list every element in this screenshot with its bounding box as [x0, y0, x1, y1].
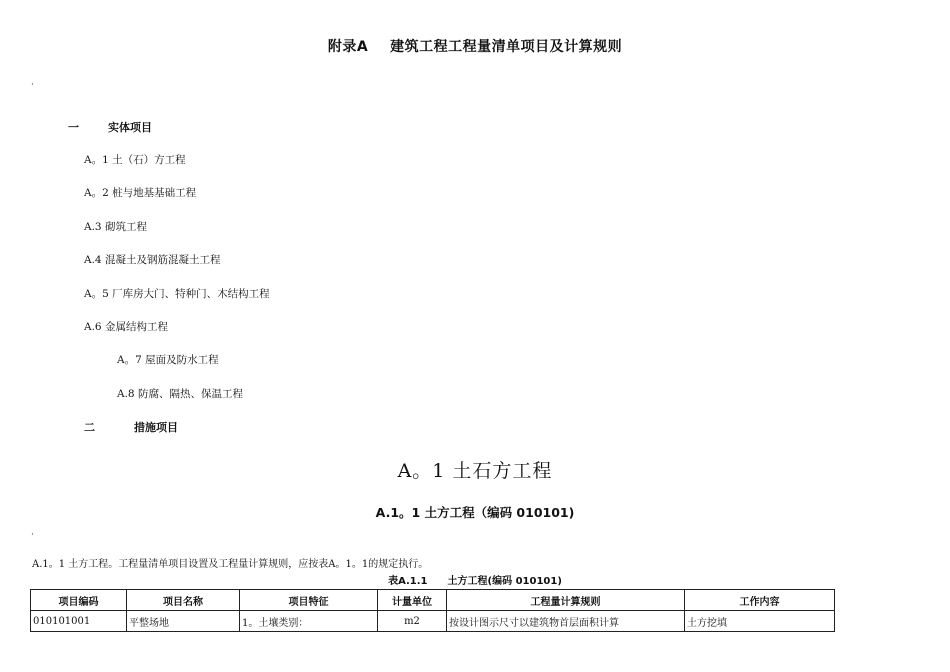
subsection-title: A.1。1 土方工程（编码 010101): [375, 505, 575, 520]
dot-mark: ·: [31, 80, 34, 90]
item-a7: A。7 屋面及防水工程: [117, 354, 219, 366]
section-2-number: 二: [84, 421, 95, 434]
quantity-table: [30, 589, 835, 632]
table-row: [31, 611, 835, 632]
document-title: [0, 36, 950, 56]
section-1-number: 一: [68, 121, 79, 134]
table-caption-title: 土方工程(编码 010101): [447, 576, 562, 587]
table-caption-number: 表A.1.1: [388, 576, 428, 587]
chapter-title: A。1 土石方工程: [397, 460, 553, 482]
item-a3: A.3 砌筑工程: [84, 221, 147, 233]
title-text: 建筑工程工程量清单项目及计算规则: [390, 39, 623, 55]
section-1-label: 实体项目: [108, 121, 152, 134]
cell-code: 010101001: [31, 611, 127, 632]
appendix-label: 附录A: [327, 39, 369, 55]
item-a6: A.6 金属结构工程: [84, 321, 168, 333]
header-work: 工作内容: [685, 590, 835, 611]
cell-rule: 按设计图示尺寸以建筑物首层面积计算: [447, 611, 685, 632]
header-code: 项目编码: [31, 590, 127, 611]
item-a1: A。1 土（石）方工程: [84, 154, 186, 166]
cell-name: 平整场地: [127, 611, 240, 632]
header-unit: 计量单位: [378, 590, 447, 611]
item-a5: A。5 厂库房大门、特种门、木结构工程: [84, 288, 270, 300]
header-rule: 工程量计算规则: [447, 590, 685, 611]
body-paragraph: A.1。1 土方工程。工程量清单项目设置及工程量计算规则，应按表A。1。1的规定执行。: [32, 559, 429, 570]
cell-unit: m2: [378, 611, 447, 632]
table-header-row: [31, 590, 835, 611]
item-a4: A.4 混凝土及钢筋混凝土工程: [84, 254, 221, 266]
header-name: 项目名称: [127, 590, 240, 611]
item-a8: A.8 防腐、隔热、保温工程: [117, 388, 243, 400]
cell-work: 土方挖填: [685, 611, 835, 632]
table-caption: [0, 572, 950, 587]
item-a2: A。2 桩与地基基础工程: [84, 187, 197, 199]
header-feature: 项目特征: [240, 590, 378, 611]
cell-feature: 1。土壤类别：: [240, 611, 378, 632]
dot-mark-2: ·: [31, 530, 34, 540]
section-2-label: 措施项目: [134, 421, 178, 434]
